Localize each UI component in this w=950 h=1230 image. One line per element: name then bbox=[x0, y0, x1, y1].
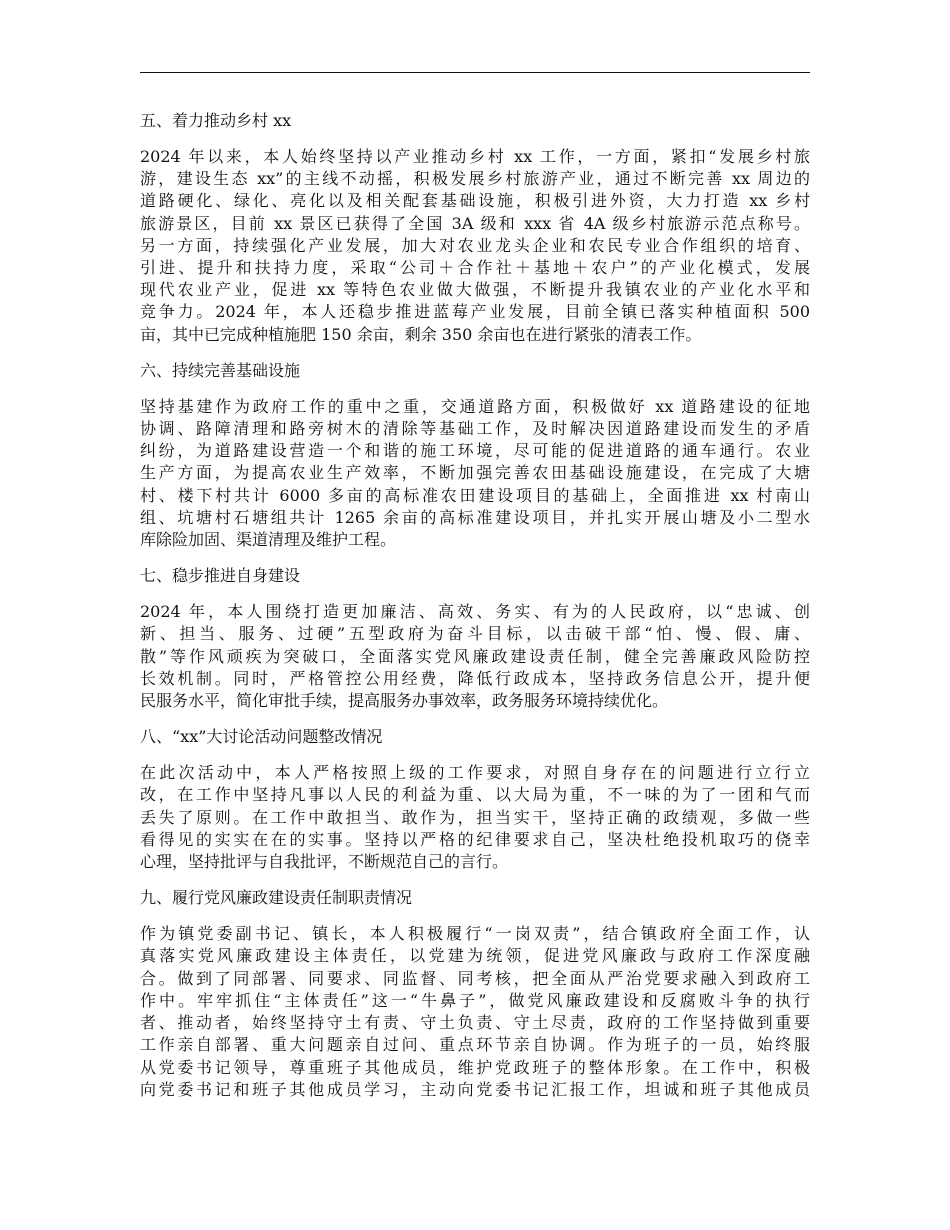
section-heading-9: 九、履行党风廉政建设责任制职责情况 bbox=[140, 888, 413, 908]
text-line: 现代农业产业，促进 xx 等特色农业做大做强，不断提升我镇农业的产业化水平和 bbox=[140, 280, 810, 300]
text-line: 生产方面，为提高农业生产效率，不断加强完善农田基础设施建设，在完成了大塘 bbox=[140, 463, 810, 483]
text-line: 2024 年，本人围绕打造更加廉洁、高效、务实、有为的人民政府，以“忠诚、创 bbox=[140, 602, 810, 622]
section-heading-8: 八、“xx”大讨论活动问题整改情况 bbox=[140, 727, 383, 747]
header-rule bbox=[140, 72, 810, 73]
text-line: 协调、路障清理和路旁树木的清除等基础工作，及时解决因道路建设而发生的矛盾 bbox=[140, 419, 810, 439]
text-line: 道路硬化、绿化、亮化以及相关配套基础设施，积极引进外资，大力打造 xx 乡村 bbox=[140, 191, 810, 211]
text-line: 长效机制。同时，严格管控公用经费，降低行政成本，坚持政务信息公开，提升便 bbox=[140, 668, 810, 688]
text-line: 心理，坚持批评与自我批评，不断规范自己的言行。 bbox=[140, 852, 509, 872]
text-line: 游，建设生态 xx”的主线不动摇，积极发展乡村旅游产业，通过不断完善 xx 周边的 bbox=[140, 169, 810, 189]
text-line: 库除险加固、渠道清理及维护工程。 bbox=[140, 530, 397, 550]
text-line: 2024 年以来，本人始终坚持以产业推动乡村 xx 工作，一方面，紧扣“发展乡村旅 bbox=[140, 147, 810, 166]
text-line: 新、担当、服务、过硬”五型政府为奋斗目标，以击破干部“怕、慢、假、庸、 bbox=[140, 624, 810, 644]
text-line: 散”等作风顽疾为突破口，全面落实党风廉政建设责任制，健全完善廉政风险防控 bbox=[140, 646, 810, 666]
text-line: 从党委书记领导，尊重班子其他成员，维护党政班子的整体形象。在工作中，积极 bbox=[140, 1057, 810, 1077]
text-line: 组、坑塘村石塘组共计 1265 余亩的高标准建设项目，并扎实开展山塘及小二型水 bbox=[140, 507, 810, 527]
text-line: 作为镇党委副书记、镇长，本人积极履行“一岗双责”，结合镇政府全面工作，认 bbox=[140, 924, 810, 944]
text-line: 者、推动者，始终坚持守土有责、守土负责、守土尽责，政府的工作坚持做到重要 bbox=[140, 1013, 810, 1033]
section-paragraph-6 bbox=[140, 396, 810, 551]
section-heading-5: 五、着力推动乡村 xx bbox=[140, 111, 292, 130]
text-line: 村、楼下村共计 6000 多亩的高标准农田建设项目的基础上，全面推进 xx 村南山 bbox=[140, 485, 810, 505]
text-line: 亩，其中已完成种植施肥 150 余亩，剩余 350 余亩也在进行紧张的清表工作。 bbox=[140, 324, 702, 344]
section-paragraph-5 bbox=[140, 146, 810, 346]
section-paragraph-7 bbox=[140, 601, 810, 712]
document-body bbox=[140, 110, 810, 1115]
text-line: 引进、提升和扶持力度，采取“公司＋合作社＋基地＋农户”的产业化模式，发展 bbox=[140, 258, 810, 278]
text-line: 另一方面，持续强化产业发展，加大对农业龙头企业和农民专业合作组织的培育、 bbox=[140, 235, 810, 255]
text-line: 竞争力。2024 年，本人还稳步推进蓝莓产业发展，目前全镇已落实种植面积 500 bbox=[140, 302, 810, 322]
section-heading-7: 七、稳步推进自身建设 bbox=[140, 566, 301, 586]
text-line: 在此次活动中，本人严格按照上级的工作要求，对照自身存在的问题进行立行立 bbox=[140, 763, 810, 783]
text-line: 坚持基建作为政府工作的重中之重，交通道路方面，积极做好 xx 道路建设的征地 bbox=[140, 396, 810, 416]
text-line: 旅游景区，目前 xx 景区已获得了全国 3A 级和 xxx 省 4A 级乡村旅游示范点称号。 bbox=[140, 213, 810, 233]
section-paragraph-9 bbox=[140, 923, 810, 1101]
text-line: 真落实党风廉政建设主体责任，以党建为统领，促进党风廉政与政府工作深度融 bbox=[140, 946, 810, 966]
text-line: 合。做到了同部署、同要求、同监督、同考核，把全面从严治党要求融入到政府工 bbox=[140, 968, 810, 988]
section-paragraph-8 bbox=[140, 762, 810, 873]
text-line: 丢失了原则。在工作中敢担当、敢作为，担当实干，坚持正确的政绩观，多做一些 bbox=[140, 807, 810, 827]
text-line: 纠纷，为道路建设营造一个和谐的施工环境，尽可能的促进道路的通车通行。农业 bbox=[140, 441, 810, 461]
text-line: 工作亲自部署、重大问题亲自过问、重点环节亲自协调。作为班子的一员，始终服 bbox=[140, 1035, 810, 1055]
text-line: 向党委书记和班子其他成员学习，主动向党委书记汇报工作，坦诚和班子其他成员 bbox=[140, 1079, 810, 1099]
text-line: 看得见的实实在在的实事。坚持以严格的纪律要求自己，坚决杜绝投机取巧的侥幸 bbox=[140, 829, 810, 849]
text-line: 民服务水平，简化审批手续，提高服务办事效率，政务服务环境持续优化。 bbox=[140, 691, 669, 711]
text-line: 作中。牢牢抓住“主体责任”这一“牛鼻子”，做党风廉政建设和反腐败斗争的执行 bbox=[140, 990, 810, 1010]
section-heading-6: 六、持续完善基础设施 bbox=[140, 360, 301, 380]
text-line: 改，在工作中坚持凡事以人民的利益为重、以大局为重，不一味的为了一团和气而 bbox=[140, 785, 810, 805]
